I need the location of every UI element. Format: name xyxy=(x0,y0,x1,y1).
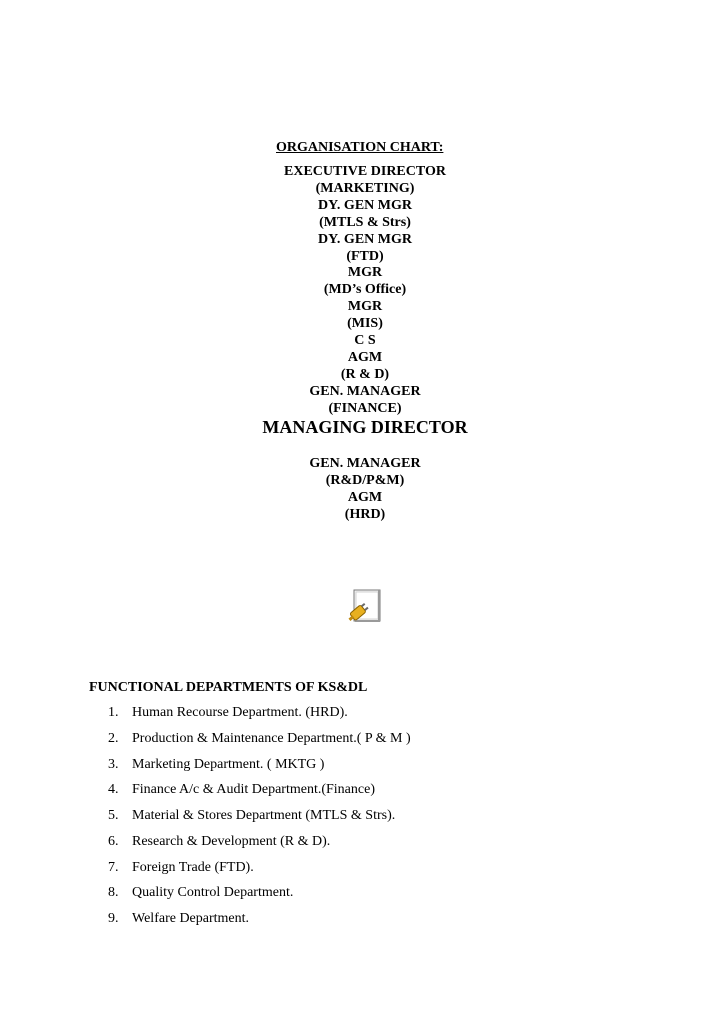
list-item xyxy=(108,833,411,859)
list-item xyxy=(108,884,411,910)
org-chart-line: GEN. MANAGER xyxy=(309,456,421,471)
org-chart-line: AGM xyxy=(347,489,383,505)
org-chart-line: (MIS) xyxy=(347,316,383,332)
org-chart-line: MGR xyxy=(347,299,383,315)
list-item-text: Welfare Department. xyxy=(132,911,250,926)
org-chart-upper-block xyxy=(254,164,476,418)
org-chart-line: (FINANCE) xyxy=(328,400,402,416)
list-item-number: 4. xyxy=(108,782,119,798)
org-chart-line: (MARKETING) xyxy=(315,180,415,196)
list-item xyxy=(108,807,411,833)
list-item-number: 2. xyxy=(108,730,119,746)
list-item xyxy=(108,910,411,936)
list-item-number: 6. xyxy=(108,833,119,849)
list-item-text: Material & Stores Department (MTLS & Strs). xyxy=(132,808,396,823)
org-chart-line: (FTD) xyxy=(346,248,384,264)
org-chart-heading: ORGANISATION CHART: xyxy=(276,140,444,155)
list-item xyxy=(108,781,411,807)
list-item-number: 7. xyxy=(108,859,119,875)
list-item xyxy=(108,704,411,730)
list-item xyxy=(108,859,411,885)
list-item-text: Finance A/c & Audit Department.(Finance) xyxy=(132,782,375,798)
org-chart-line: DY. GEN MGR xyxy=(318,197,412,213)
list-item-number: 1. xyxy=(108,705,119,720)
org-chart-line: (R & D) xyxy=(340,366,390,382)
list-item-text: Quality Control Department. xyxy=(132,885,294,901)
list-item-text: Foreign Trade (FTD). xyxy=(132,859,254,875)
list-item-text: Marketing Department. ( MKTG ) xyxy=(132,756,325,772)
org-chart-line: C S xyxy=(354,333,376,349)
org-chart-line: GEN. MANAGER xyxy=(309,383,421,399)
org-chart-line: (R&D/P&M) xyxy=(325,472,405,488)
plugin-icon[interactable] xyxy=(344,589,382,623)
org-chart-line: MGR xyxy=(347,265,383,281)
org-chart-lower-block xyxy=(254,456,476,524)
list-item-text: Human Recourse Department. (HRD). xyxy=(132,705,348,720)
org-chart-line: DY. GEN MGR xyxy=(318,231,412,247)
org-chart-line: EXECUTIVE DIRECTOR xyxy=(284,164,446,179)
org-chart-line: (HRD) xyxy=(344,506,386,522)
list-item xyxy=(108,756,411,782)
managing-director-title: MANAGING DIRECTOR xyxy=(262,417,468,437)
list-item-number: 9. xyxy=(108,911,119,926)
list-item-number: 8. xyxy=(108,885,119,901)
org-chart-line: (MD’s Office) xyxy=(323,282,407,298)
list-item-number: 5. xyxy=(108,808,119,823)
list-item-number: 3. xyxy=(108,756,119,772)
list-item-text: Production & Maintenance Department.( P & M ) xyxy=(132,730,411,746)
list-item xyxy=(108,730,411,756)
org-chart-line: (MTLS & Strs) xyxy=(319,214,411,230)
departments-list xyxy=(108,704,411,936)
list-item-text: Research & Development (R & D). xyxy=(132,833,331,849)
departments-heading: FUNCTIONAL DEPARTMENTS OF KS&DL xyxy=(89,680,368,695)
org-chart-line: AGM xyxy=(347,349,383,365)
